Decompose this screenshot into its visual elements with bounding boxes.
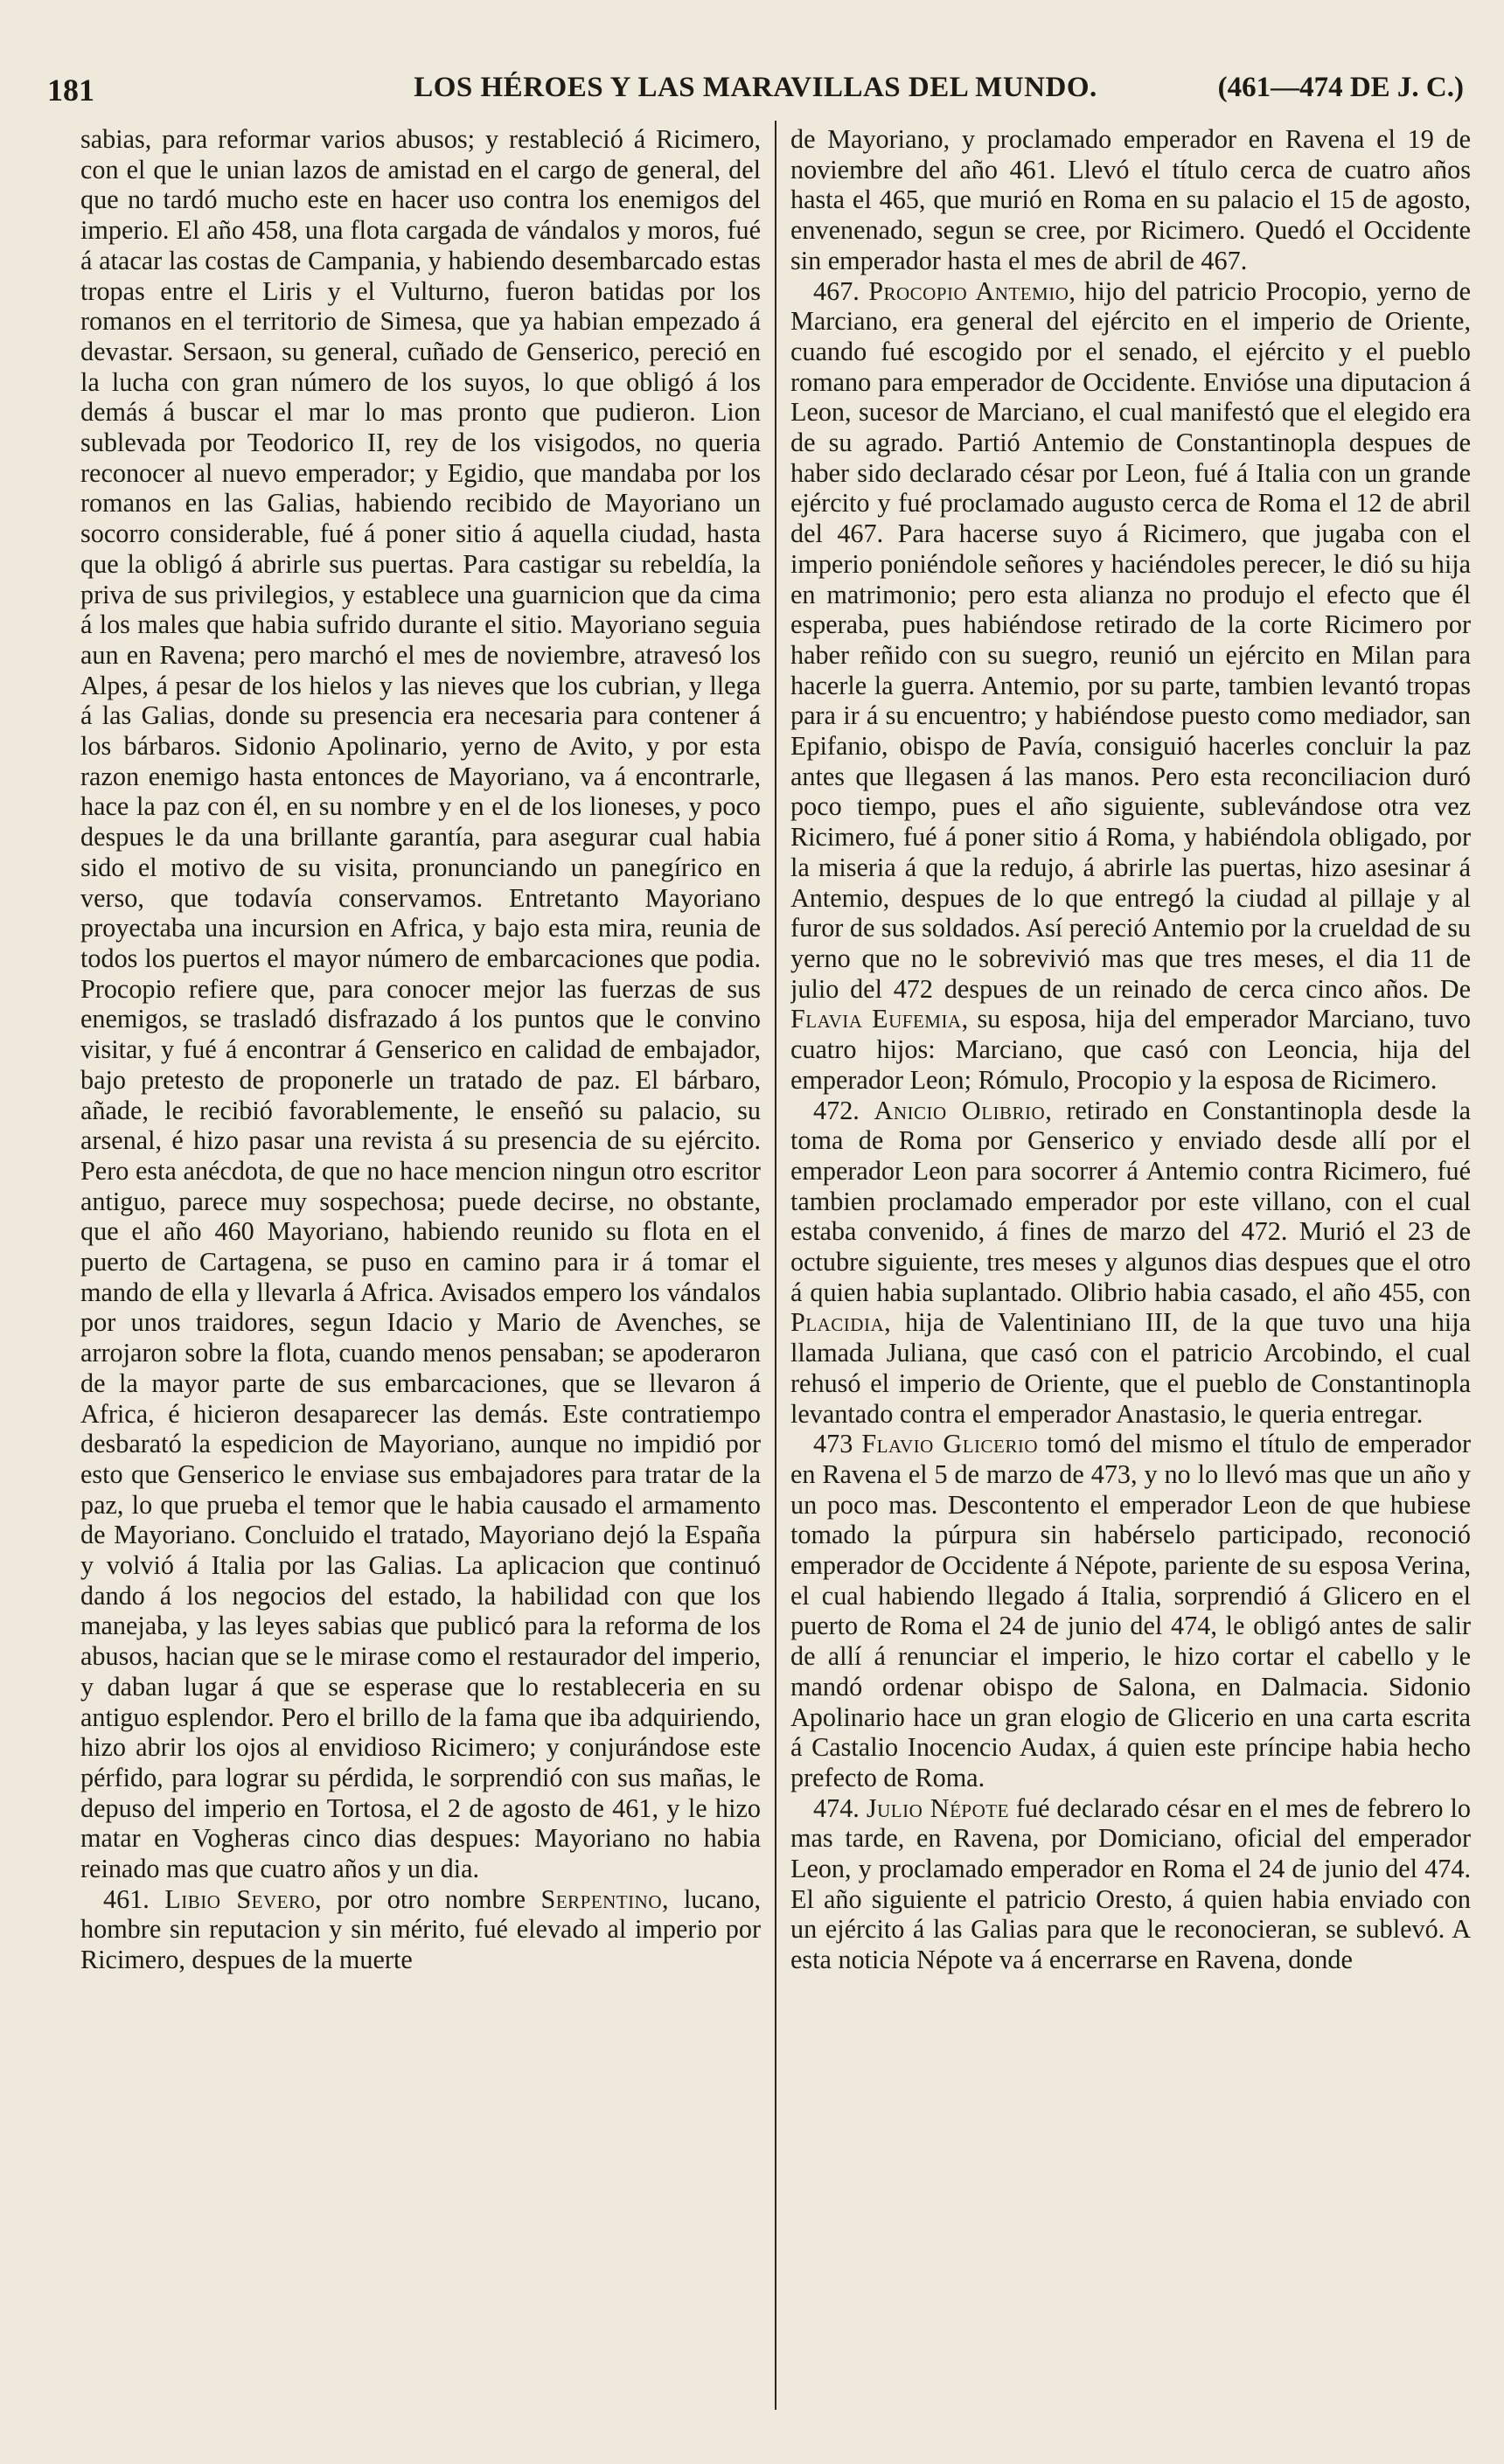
date-range: (461—474 DE J. C.)	[1217, 72, 1464, 103]
entry-year: 461.	[103, 1883, 150, 1914]
person-name: Flavia Eufemia	[790, 1004, 962, 1034]
entry-text: , retirado en Constantinopla desde la toma de Roma por Genserico y enviado desde allí por el emperador Leon para socorrer á Antemio contra Ricimero, fué tambien proclamado emperador por este villano, con el cual estaba convenido, á fines de marzo del 472. Murió el 23 de octubre siguiente, tres meses y algunos dias despues que el otro á quien habia suplantado. Olibrio habia casado, el año 455, con	[790, 1095, 1471, 1307]
entry-text: , hija de Valentiniano III, de la que tuvo una hija llamada Juliana, que casó con el patricio Arcobindo, el cual rehusó el imperio de Oriente, que el pueblo de Constantinopla levantado contra el emperador Anastasio, le queria entregar.	[790, 1307, 1471, 1429]
entry-text: , por otro nombre	[315, 1883, 541, 1914]
entry-text: , lucano, hombre sin reputacion y sin mérito, fué elevado al imperio por Ricimero, despues de la muerte	[80, 1883, 761, 1975]
running-header	[47, 72, 1464, 117]
entry-procopio-antemio	[790, 276, 1471, 1096]
column-divider	[775, 121, 776, 2410]
emperor-name: Libio Severo	[164, 1883, 316, 1914]
page-number: 181	[47, 73, 94, 108]
entry-text: fué declarado césar en el mes de febrero lo mas tarde, en Ravena, por Domiciano, oficial del emperador Leon, y proclamado emperador en Roma el 24 de junio del 474. El año siguiente el patricio Oresto, á quien habia enviado con un ejército á las Galias para que le reconocieran, se sublevó. A esta noticia Népote va á encerrarse en Ravena, donde	[790, 1792, 1471, 1975]
emperor-name: Flavio Glicerio	[861, 1429, 1039, 1459]
entry-julio-nepote	[790, 1793, 1471, 1975]
paragraph-mayoriano: sabias, para reformar varios abusos; y restableció á Ricimero, con el que le unian lazos de amistad en el cargo de general, del que no tardó mucho este en hacer uso contra los enemigos del imperio. El año 458, una flota cargada de vándalos y moros, fué á atacar las costas de Campania, y habiendo desembarcado estas tropas entre el Liris y el Vulturno, fueron batidas por los romanos en el territorio de Simesa, que ya habian empezado á devastar. Sersaon, su general, cuñado de Genserico, pereció en la lucha con gran número de los suyos, lo que obligó á los demás á buscar el mar lo mas pronto que pudieron. Lion sublevada por Teodorico II, rey de los visigodos, no queria reconocer al nuevo emperador; y Egidio, que mandaba por los romanos en las Galias, habiendo recibido de Mayoriano un socorro considerable, fué á poner sitio á aquella ciudad, hasta que la obligó á abrirle sus puertas. Para castigar su rebeldía, la priva de sus privilegios, y establece una guarnicion que da cima á los males que habia sufrido durante el sitio. Mayoriano seguia aun en Ravena; pero marchó el mes de noviembre, atravesó los Alpes, á pesar de los hielos y las nieves que los cubrian, y llega á las Galias, donde su presencia era necesaria para contener á los bárbaros. Sidonio Apolinario, yerno de Avito, y por esta razon enemigo hasta entonces de Mayoriano, va á encontrarle, hace la paz con él, en su nombre y en el de los lioneses, y poco despues le da una brillante garantía, para asegurar cual habia sido el motivo de su visita, pronunciando un panegírico en verso, que todavía conservamos. Entretanto Mayoriano proyectaba una incursion en Africa, y bajo esta mira, reunia de todos los puertos el mayor número de embarcaciones que podia. Procopio refiere que, para conocer mejor las fuerzas de sus enemigos, se trasladó disfrazado á los puntos que le convino visitar, y fué á encontrar á Genserico en calidad de embajador, bajo pretesto de proponerle un tratado de paz. El bárbaro, añade, le recibió favorablemente, le enseñó su palacio, su arsenal, é hizo pasar una revista á su presencia de su ejército. Pero esta anécdota, de que no hace mencion ningun otro escritor antiguo, parece muy sospechosa; puede decirse, no obstante, que el año 460 Mayoriano, habiendo reunido su flota en el puerto de Cartagena, se puso en camino para ir á tomar el mando de ella y llevarla á Africa. Avisados empero los vándalos por unos traidores, segun Idacio y Mario de Avenches, se arrojaron sobre la flota, cuando menos pensaban; se apoderaron de la mayor parte de sus embarcaciones, que se llevaron á Africa, é hicieron desaparecer las demás. Este contratiempo desbarató la espedicion de Mayoriano, aunque no impidió por esto que Genserico le enviase sus embajadores para tratar de la paz, lo que prueba el temor que le habia causado el armamento de Mayoriano. Concluido el tratado, Mayoriano dejó la España y volvió á Italia por las Galias. La aplicacion que continuó dando á los negocios del estado, la habilidad con que los manejaba, y las leyes sabias que publicó para la reforma de los abusos, hacian que se le mirase como el restaurador del imperio, y daban lugar á que se esperase que lo restableceria en su antiguo esplendor. Pero el brillo de la fama que iba adquiriendo, hizo abrir los ojos al envidioso Ricimero; y conjurándose este pérfido, para lograr su pérdida, le sorprendió con sus mañas, le depuso del imperio en Tortosa, el 2 de agosto de 461, y le hizo matar en Vogheras cinco dias despues: Mayoriano no habia reinado mas que cuatro años y un dia.	[80, 124, 761, 1884]
person-name: Placidia	[790, 1307, 885, 1338]
entry-year: 467.	[813, 275, 860, 306]
emperor-name: Julio Népote	[866, 1792, 1009, 1823]
emperor-alias: Serpentino	[540, 1883, 662, 1914]
left-column	[80, 124, 761, 2413]
running-title: LOS HÉROES Y LAS MARAVILLAS DEL MUNDO.	[414, 72, 1097, 103]
entry-year: 472.	[813, 1095, 860, 1125]
entry-flavio-glicerio	[790, 1429, 1471, 1792]
paragraph-continuation: de Mayoriano, y proclamado emperador en Ravena el 19 de noviembre del año 461. Llevó el título cerca de cuatro años hasta el 465, que murió en Roma en su palacio el 15 de agosto, envenenado, segun se cree, por Ricimero. Quedó el Occidente sin emperador hasta el mes de abril de 467.	[790, 124, 1471, 275]
entry-year: 474.	[813, 1792, 860, 1823]
entry-text: , hijo del patricio Procopio, yerno de Marciano, era general del ejército en el imperio de Oriente, cuando fué escogido por el senado, el ejército y el pueblo romano para emperador de Occidente. Envióse una diputacion á Leon, sucesor de Marciano, el cual manifestó que el elegido era de su agrado. Partió Antemio de Constantinopla despues de haber sido declarado césar por Leon, fué á Italia con un grande ejército y fué proclamado augusto cerca de Roma el 12 de abril del 467. Para hacerse suyo á Ricimero, que jugaba con el imperio poniéndole señores y haciéndoles perecer, le dió su hija en matrimonio; pero esta alianza no produjo el efecto que él esperaba, pues habiéndose retirado de la corte Ricimero por haber reñido con su suegro, reunió un ejército en Milan para hacerle la guerra. Antemio, por su parte, tambien levantó tropas para ir á su encuentro; y habiéndose puesto como mediador, san Epifanio, obispo de Pavía, consiguió hacerles concluir la paz antes que llegasen á las manos. Pero esta reconciliacion duró poco tiempo, pues el año siguiente, sublevándose otra vez Ricimero, fué á poner sitio á Roma, y habiéndola obligado, por la miseria á que la redujo, á abrirle las puertas, hizo asesinar á Antemio, despues de lo que entregó la ciudad al pillaje y al furor de sus soldados. Así pereció Antemio por la crueldad de su yerno que no le sobrevivió mas que tres meses, el dia 11 de julio del 472 despues de un reinado de cerca cinco años. De	[790, 275, 1471, 1004]
entry-libio-severo	[80, 1884, 761, 1975]
entry-text: , su esposa, hija del emperador Marciano, tuvo cuatro hijos: Marciano, que casó con Leoncia, hija del emperador Leon; Rómulo, Procopio y la esposa de Ricimero.	[790, 1004, 1471, 1095]
emperor-name: Anicio Olibrio	[874, 1095, 1046, 1125]
emperor-name: Procopio Antemio	[868, 275, 1069, 306]
entry-text: tomó del mismo el título de emperador en Ravena el 5 de marzo de 473, y no lo llevó mas que un año y un poco mas. Descontento el emperador Leon de que hubiese tomado la púrpura sin habérselo participado, reconoció emperador de Occidente á Népote, pariente de su esposa Verina, el cual habiendo llegado á Italia, sorprendió á Glicero en el puerto de Roma el 24 de junio del 474, le obligó antes de salir de allí á renunciar el imperio, le hizo cortar el cabello y le mandó ordenar obispo de Salona, en Dalmacia. Sidonio Apolinario hace un gran elogio de Glicerio en una carta escrita á Castalio Inocencio Audax, á quien este príncipe habia hecho prefecto de Roma.	[790, 1429, 1471, 1792]
entry-year: 473	[813, 1429, 853, 1459]
entry-anicio-olibrio	[790, 1096, 1471, 1430]
right-column	[790, 124, 1471, 2413]
